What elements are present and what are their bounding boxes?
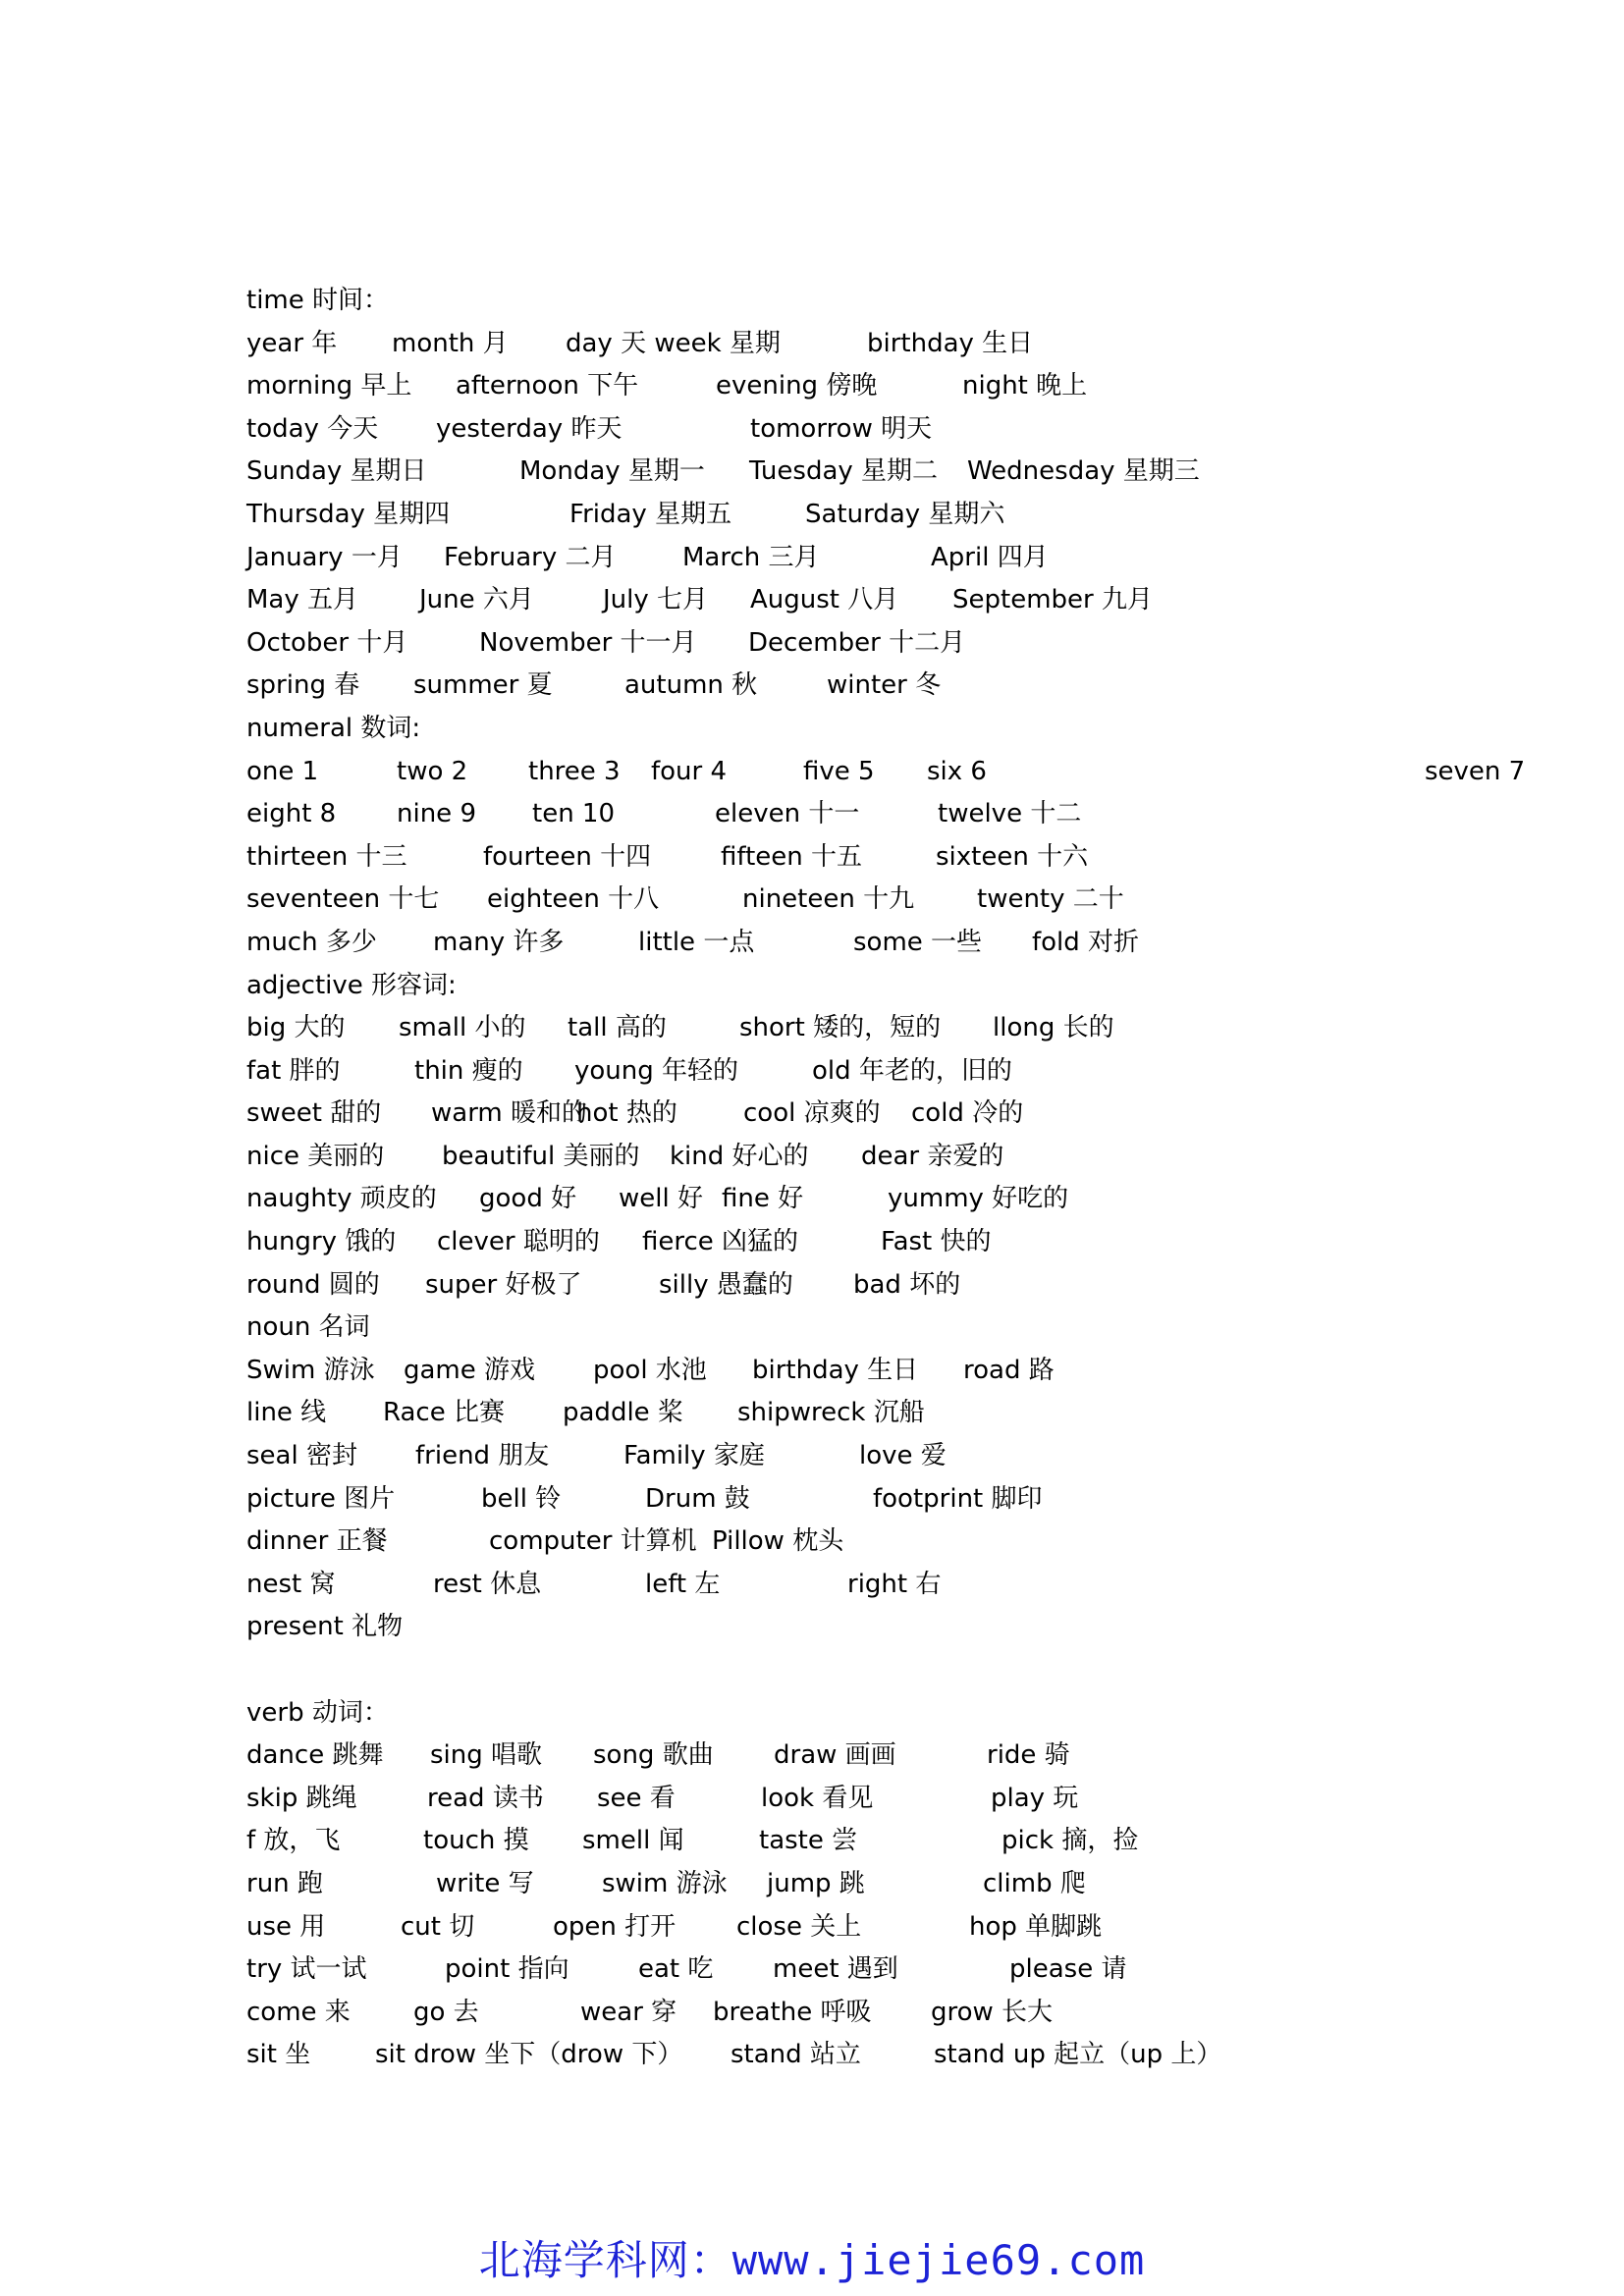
vocab-entry: jump 跳 (767, 1868, 865, 1898)
vocab-entry: night 晚上 (962, 371, 1088, 401)
vocab-entry: thirteen 十三 (246, 841, 407, 872)
vocab-entry: write 写 (436, 1868, 534, 1898)
vocab-entry: one 1 (246, 756, 319, 786)
text-line (246, 836, 1523, 880)
vocab-entry: three 3 (528, 756, 621, 786)
vocab-entry: adjective 形容词: (246, 970, 457, 1000)
vocab-entry: some 一些 (853, 927, 983, 957)
vocab-entry: see 看 (597, 1783, 676, 1813)
vocab-entry: draw 画画 (774, 1740, 896, 1771)
vocab-entry: breathe 呼吸 (713, 1997, 872, 2027)
vocab-entry: cut 切 (401, 1911, 475, 1942)
vocab-entry: wear 穿 (580, 1997, 677, 2027)
text-line (246, 280, 1523, 323)
vocab-entry: ten 10 (532, 799, 616, 829)
text-line (246, 622, 1523, 666)
vocab-entry: nice 美丽的 (246, 1141, 385, 1171)
vocab-entry: winter 冬 (827, 670, 942, 701)
vocab-entry: twelve 十二 (938, 799, 1082, 829)
vocab-entry: dinner 正餐 (246, 1526, 388, 1557)
text-line (246, 365, 1523, 408)
vocab-entry: February 二月 (444, 542, 617, 572)
vocab-entry: time 时间： (246, 286, 390, 315)
vocab-entry: go 去 (413, 1997, 479, 2027)
text-line (246, 408, 1523, 452)
vocab-entry: October 十月 (246, 627, 408, 658)
vocab-entry: eleven 十一 (715, 799, 860, 829)
vocab-entry: footprint 脚印 (873, 1483, 1043, 1514)
vocab-entry: five 5 (803, 756, 875, 786)
vocab-entry: fourteen 十四 (483, 841, 652, 872)
vocab-entry: tomorrow 明天 (750, 413, 933, 444)
footer-site-name: 北海学科网： (478, 2236, 732, 2284)
text-line (246, 1521, 1523, 1564)
vocab-entry: come 来 (246, 1997, 351, 2027)
vocab-entry: fierce 凶猛的 (642, 1227, 799, 1257)
vocab-entry: evening 傍晚 (716, 371, 878, 401)
vocab-entry: sweet 甜的 (246, 1098, 382, 1129)
text-line (246, 1221, 1523, 1264)
text-line (246, 1606, 1523, 1649)
vocab-entry: sit drow 坐下（drow 下） (375, 2040, 683, 2070)
vocab-entry: April 四月 (931, 542, 1049, 572)
vocab-entry: young 年轻的 (574, 1055, 739, 1086)
text-line (246, 1307, 1523, 1350)
vocab-entry: Family 家庭 (623, 1441, 765, 1471)
vocab-entry: thin 瘦的 (414, 1055, 523, 1086)
text-line (246, 1820, 1523, 1863)
vocab-entry: afternoon 下午 (456, 371, 639, 401)
vocab-entry: yesterday 昨天 (436, 413, 623, 444)
vocab-entry: look 看见 (761, 1783, 874, 1813)
vocab-entry: Monday 星期一 (519, 456, 705, 487)
vocab-entry: well 好 (619, 1184, 703, 1214)
vocab-entry: nineteen 十九 (742, 884, 915, 915)
vocab-entry: left 左 (645, 1569, 721, 1599)
vocab-entry: short 矮的，短的 (739, 1013, 942, 1043)
vocab-entry: fold 对折 (1032, 927, 1140, 957)
vocab-entry: stand up 起立（up 上） (934, 2040, 1222, 2070)
vocab-entry: seven 7 (1425, 756, 1526, 786)
vocab-entry: birthday 生日 (867, 328, 1034, 358)
vocab-entry: verb 动词： (246, 1697, 389, 1728)
vocab-entry: June 六月 (419, 585, 534, 615)
text-line (246, 2034, 1523, 2077)
text-line (246, 1949, 1523, 1992)
vocab-entry: nine 9 (397, 799, 476, 829)
vocab-entry: seal 密封 (246, 1441, 357, 1471)
vocab-entry: seventeen 十七 (246, 884, 440, 915)
vocab-entry: old 年老的，旧的 (812, 1055, 1012, 1086)
vocab-entry: month 月 (392, 328, 509, 358)
vocab-entry: climb 爬 (983, 1868, 1086, 1898)
vocab-entry: little 一点 (638, 927, 755, 957)
vocab-entry: cool 凉爽的 (743, 1098, 881, 1129)
vocab-entry: sixteen 十六 (936, 841, 1089, 872)
vocab-entry: eat 吃 (638, 1954, 714, 1985)
vocab-entry: Saturday 星期六 (805, 499, 1005, 529)
text-line (246, 494, 1523, 537)
vocab-entry: pool 水池 (593, 1355, 707, 1385)
text-line (246, 1435, 1523, 1478)
vocab-entry: sit 坐 (246, 2040, 311, 2070)
vocab-entry: paddle 桨 (563, 1398, 683, 1428)
text-line (246, 1735, 1523, 1778)
vocab-entry: computer 计算机 (489, 1526, 697, 1557)
vocab-entry: good 好 (479, 1184, 577, 1214)
text-line (246, 1478, 1523, 1522)
vocab-entry: try 试一试 (246, 1954, 367, 1985)
vocab-entry: big 大的 (246, 1013, 346, 1043)
vocab-entry: August 八月 (750, 585, 899, 615)
vocab-entry: noun 名词 (246, 1312, 370, 1343)
vocab-entry: fat 胖的 (246, 1055, 341, 1086)
vocab-entry: sing 唱歌 (430, 1740, 543, 1771)
vocab-entry: pick 摘，捡 (1001, 1826, 1139, 1856)
vocab-entry: autumn 秋 (624, 670, 758, 701)
vocab-entry: cold 冷的 (911, 1098, 1024, 1129)
vocab-entry: Fast 快的 (881, 1227, 992, 1257)
vocab-entry: play 玩 (991, 1783, 1079, 1813)
vocab-entry: January 一月 (246, 542, 403, 572)
vocab-entry: day 天 week 星期 (566, 328, 781, 358)
vocab-entry: beautiful 美丽的 (442, 1141, 640, 1171)
text-line (246, 1564, 1523, 1607)
text-line (246, 537, 1523, 580)
vocab-entry: please 请 (1009, 1954, 1127, 1985)
vocab-entry: bell 铃 (481, 1483, 562, 1514)
text-line (246, 922, 1523, 965)
vocab-entry: hot 热的 (576, 1098, 677, 1129)
vocab-entry: Thursday 星期四 (246, 499, 451, 529)
text-line (246, 1692, 1523, 1735)
vocab-entry: f 放，飞 (246, 1826, 341, 1856)
vocab-entry: summer 夏 (413, 670, 553, 701)
vocab-entry: yummy 好吃的 (888, 1184, 1069, 1214)
vocab-entry: smell 闻 (582, 1826, 684, 1856)
vocab-entry: right 右 (847, 1569, 942, 1599)
vocab-entry: ride 骑 (987, 1740, 1070, 1771)
vocab-entry: small 小的 (399, 1013, 526, 1043)
vocab-entry: Wednesday 星期三 (967, 456, 1200, 487)
vocab-entry: May 五月 (246, 585, 359, 615)
vocab-entry: November 十一月 (479, 627, 697, 658)
vocab-entry: friend 朋友 (415, 1441, 550, 1471)
vocab-entry: Pillow 枕头 (712, 1526, 844, 1557)
text-line (246, 451, 1523, 494)
text-line (246, 1350, 1523, 1393)
vocab-entry: hop 单脚跳 (969, 1911, 1103, 1942)
vocab-entry: present 礼物 (246, 1612, 404, 1642)
text-line (246, 1392, 1523, 1435)
vocab-entry: Drum 鼓 (645, 1483, 750, 1514)
footer-url[interactable]: www.jiejie69.com (731, 2236, 1146, 2284)
vocab-entry: Swim 游泳 (246, 1355, 375, 1385)
vocab-entry: six 6 (927, 756, 987, 786)
vocab-entry: Sunday 星期日 (246, 456, 427, 487)
text-line (246, 965, 1523, 1008)
vocab-entry: skip 跳绳 (246, 1783, 357, 1813)
text-line (246, 1649, 1523, 1692)
vocab-entry: four 4 (651, 756, 728, 786)
vocab-entry: tall 高的 (568, 1013, 667, 1043)
footer-watermark (0, 2228, 1624, 2287)
vocab-entry: dear 亲爱的 (861, 1141, 1004, 1171)
vocab-entry: much 多少 (246, 927, 377, 957)
vocab-entry: close 关上 (736, 1911, 862, 1942)
vocab-entry: picture 图片 (246, 1483, 396, 1514)
vocab-entry: today 今天 (246, 413, 379, 444)
vocab-entry: fine 好 (722, 1184, 804, 1214)
text-line (246, 1178, 1523, 1221)
vocab-entry: fifteen 十五 (721, 841, 863, 872)
vocab-entry: March 三月 (682, 542, 820, 572)
text-line (246, 665, 1523, 708)
vocab-entry: birthday 生日 (752, 1355, 919, 1385)
vocab-entry: shipwreck 沉船 (737, 1398, 925, 1428)
vocab-entry: eight 8 (246, 799, 337, 829)
vocab-entry: round 圆的 (246, 1269, 380, 1300)
vocab-entry: grow 长大 (931, 1997, 1054, 2027)
vocab-entry: warm 暖和的 (431, 1098, 588, 1129)
vocab-entry: bad 坏的 (853, 1269, 961, 1300)
vocab-entry: July 七月 (603, 585, 709, 615)
vocab-entry: song 歌曲 (593, 1740, 714, 1771)
vocab-entry: spring 春 (246, 670, 360, 701)
text-line (246, 708, 1523, 751)
vocab-entry: hungry 饿的 (246, 1227, 397, 1257)
vocab-entry: love 爱 (859, 1441, 947, 1471)
text-line (246, 1136, 1523, 1179)
text-line (246, 1906, 1523, 1949)
vocab-entry: use 用 (246, 1911, 326, 1942)
vocab-entry: naughty 顽皮的 (246, 1184, 437, 1214)
text-line (246, 751, 1526, 794)
text-line (246, 1264, 1523, 1308)
vocab-entry: kind 好心的 (670, 1141, 809, 1171)
text-line (246, 1992, 1523, 2035)
vocab-entry: dance 跳舞 (246, 1740, 384, 1771)
vocab-entry: read 读书 (427, 1783, 544, 1813)
vocab-entry: many 许多 (433, 927, 565, 957)
vocab-entry: morning 早上 (246, 371, 412, 401)
vocab-entry: nest 窝 (246, 1569, 336, 1599)
vocab-entry: point 指向 (445, 1954, 569, 1985)
vocab-entry: rest 休息 (433, 1569, 542, 1599)
text-line (246, 1007, 1523, 1050)
vocab-entry: touch 摸 (423, 1826, 529, 1856)
vocab-entry: taste 尝 (759, 1826, 858, 1856)
vocab-entry: Tuesday 星期二 (749, 456, 939, 487)
vocab-entry: numeral 数词: (246, 713, 421, 743)
vocab-entry: run 跑 (246, 1868, 323, 1898)
vocab-entry: swim 游泳 (602, 1868, 728, 1898)
vocab-entry: llong 长的 (993, 1013, 1114, 1043)
vocabulary-document (246, 280, 1526, 2077)
vocab-entry: clever 聪明的 (437, 1227, 600, 1257)
text-line (246, 879, 1523, 922)
text-line (246, 1050, 1523, 1094)
vocab-entry: open 打开 (553, 1911, 677, 1942)
text-line (246, 1863, 1523, 1906)
vocab-entry: Race 比赛 (383, 1398, 505, 1428)
text-line (246, 793, 1523, 836)
vocab-entry: September 九月 (952, 585, 1153, 615)
vocab-entry: Friday 星期五 (569, 499, 732, 529)
vocab-entry: eighteen 十八 (487, 884, 660, 915)
vocab-entry: road 路 (963, 1355, 1055, 1385)
text-line (246, 323, 1523, 366)
vocab-entry: two 2 (397, 756, 468, 786)
vocab-entry: twenty 二十 (977, 884, 1124, 915)
vocab-entry: game 游戏 (404, 1355, 536, 1385)
text-line (246, 579, 1523, 622)
text-line (246, 1778, 1523, 1821)
vocab-entry: meet 遇到 (773, 1954, 898, 1985)
text-line (246, 1093, 1523, 1136)
vocab-entry: line 线 (246, 1398, 327, 1428)
vocab-entry: December 十二月 (748, 627, 966, 658)
vocab-entry: year 年 (246, 328, 338, 358)
vocab-entry: silly 愚蠢的 (659, 1269, 793, 1300)
vocab-entry: stand 站立 (731, 2040, 861, 2070)
vocab-entry: super 好极了 (425, 1269, 582, 1300)
